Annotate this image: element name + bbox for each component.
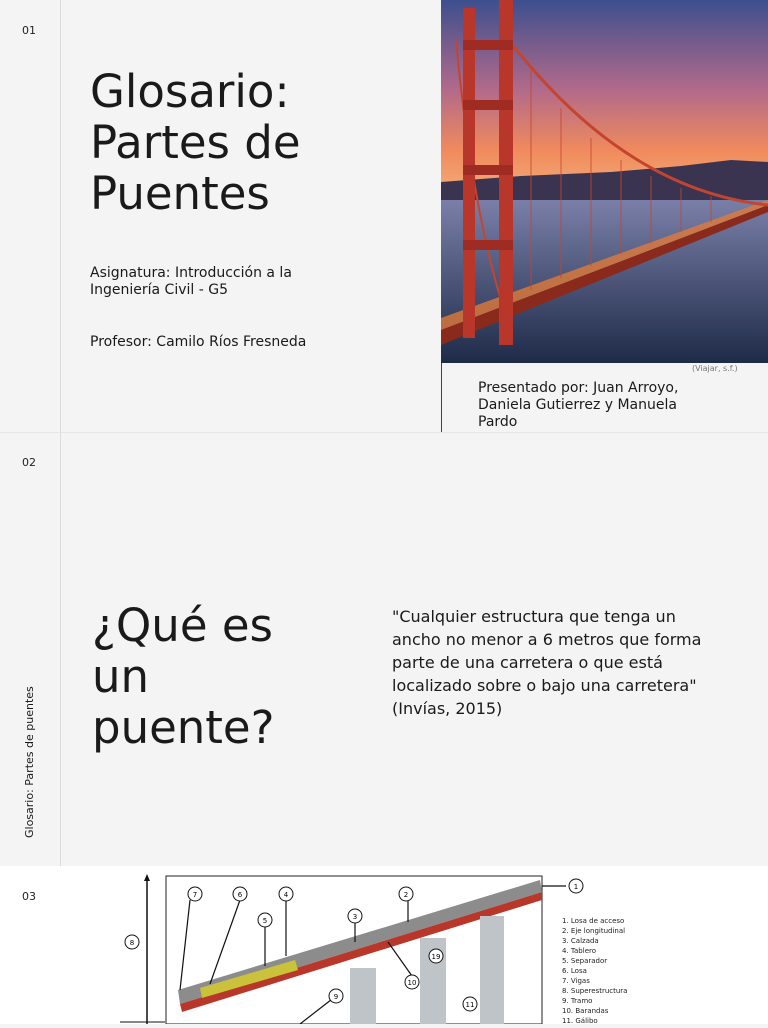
professor-text: Profesor: Camilo Ríos Fresneda [90, 334, 307, 350]
title-line: Partes de [90, 116, 301, 169]
callout-label: 9 [333, 993, 339, 1001]
golden-gate-photo [441, 0, 768, 363]
image-credit: (Viajar, s.f.) [692, 364, 738, 373]
legend-item: 3. Calzada [562, 937, 599, 945]
presented-by-text: Presentado por: Juan Arroyo, Daniela Gutierrez y Manuela Pardo [478, 380, 679, 430]
slide-number: 01 [22, 24, 36, 37]
slide-number: 02 [22, 456, 36, 469]
title-line: un [92, 650, 150, 703]
callout-label: 11 [465, 1001, 475, 1009]
slide-title [92, 600, 275, 753]
subject-text: Asignatura: Introducción a la Ingeniería Civil - G5 [90, 265, 292, 298]
legend-item: 4. Tablero [562, 947, 597, 955]
legend-item: 9. Tramo [562, 997, 593, 1005]
vertical-slide-label: Glosario: Partes de puentes [23, 686, 36, 838]
legend-item: 5. Separador [562, 957, 608, 965]
callout-label: 5 [262, 917, 268, 925]
legend-item: 6. Losa [562, 967, 587, 975]
callout-label: 7 [192, 891, 198, 899]
legend-item: 2. Eje longitudinal [562, 927, 626, 935]
legend-item: 10. Barandas [562, 1007, 609, 1015]
callout-label: 10 [407, 979, 417, 987]
callout-label: 2 [403, 891, 409, 899]
legend-item: 8. Superestructura [562, 987, 628, 995]
title-line: Puentes [90, 167, 270, 220]
slide-1 [0, 0, 768, 432]
divider-line [441, 363, 442, 432]
title-line: ¿Qué es [92, 599, 273, 652]
legend-item: 7. Vigas [562, 977, 590, 985]
parts-legend [562, 916, 627, 1026]
callout-label: 19 [431, 953, 441, 961]
title-line: Glosario: [90, 65, 290, 118]
title-line: puente? [92, 701, 275, 754]
callout-label: 4 [283, 891, 289, 899]
slide-title [90, 66, 301, 219]
bridge-definition-quote: "Cualquier estructura que tenga un ancho no menor a 6 metros que forma parte de una carretera o que está localizado sobre o bajo una carretera" (Invías, 2015) [392, 607, 702, 718]
legend-item: 11. Gálibo [562, 1017, 598, 1025]
callout-label: 8 [129, 939, 135, 947]
callout-label: 6 [237, 891, 243, 899]
slide-number: 03 [22, 890, 36, 903]
bridge-photo-illustration [441, 0, 768, 363]
legend-item: 1. Losa de acceso [562, 917, 625, 925]
callout-label: 3 [352, 913, 358, 921]
callout-label: 1 [573, 883, 579, 891]
